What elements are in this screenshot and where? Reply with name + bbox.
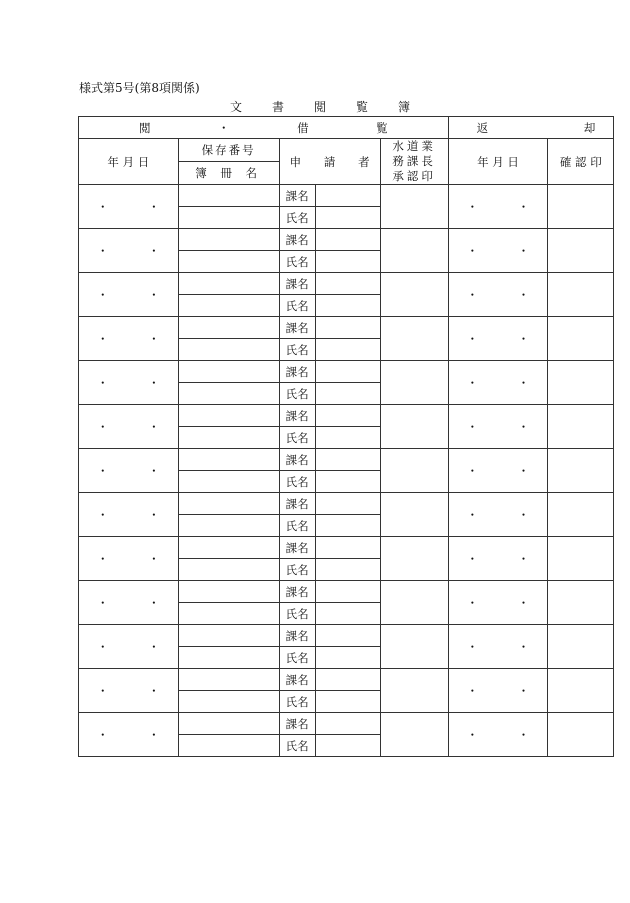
- ledger-entry-top-row: [79, 625, 614, 647]
- confirm-seal-cell[interactable]: [548, 317, 614, 361]
- name-label: 氏名: [279, 383, 315, 405]
- section-label: 課名: [279, 537, 315, 559]
- date-placeholder: ・ ・: [466, 243, 548, 258]
- name-label: 氏名: [279, 559, 315, 581]
- header-row-group: [79, 117, 614, 139]
- section-label: 課名: [279, 669, 315, 691]
- lending-date-cell[interactable]: [79, 713, 179, 757]
- lending-date-cell[interactable]: [79, 229, 179, 273]
- confirm-seal-cell[interactable]: [548, 273, 614, 317]
- section-label: 課名: [279, 713, 315, 735]
- section-label: 課名: [279, 405, 315, 427]
- name-value-cell[interactable]: [315, 603, 380, 625]
- name-value-cell[interactable]: [315, 427, 380, 449]
- section-label: 課名: [279, 449, 315, 471]
- ledger-entry-top-row: [79, 273, 614, 295]
- storage-number-cell[interactable]: [178, 669, 279, 691]
- section-label: 課名: [279, 185, 315, 207]
- name-label: 氏名: [279, 603, 315, 625]
- section-label: 課名: [279, 581, 315, 603]
- approval-seal-cell[interactable]: [380, 317, 448, 361]
- storage-number-cell[interactable]: [178, 185, 279, 207]
- volume-name-header: 簿 冊 名: [195, 166, 263, 180]
- date-placeholder: ・ ・: [97, 639, 178, 654]
- date-placeholder: ・ ・: [97, 683, 178, 698]
- storage-number-cell[interactable]: [178, 361, 279, 383]
- confirm-seal-cell[interactable]: [548, 361, 614, 405]
- ledger-entry-top-row: [79, 449, 614, 471]
- storage-number-cell[interactable]: [178, 713, 279, 735]
- volume-name-cell[interactable]: [178, 471, 279, 493]
- lending-date-cell[interactable]: [79, 273, 179, 317]
- date-placeholder: ・ ・: [466, 463, 548, 478]
- confirm-seal-cell[interactable]: [548, 713, 614, 757]
- date-placeholder: ・ ・: [97, 331, 178, 346]
- section-value-cell[interactable]: [315, 581, 380, 603]
- name-label: 氏名: [279, 471, 315, 493]
- section-value-cell[interactable]: [315, 669, 380, 691]
- storage-number-cell[interactable]: [178, 229, 279, 251]
- approval-seal-cell[interactable]: [380, 405, 448, 449]
- volume-name-cell[interactable]: [178, 383, 279, 405]
- name-value-cell[interactable]: [315, 251, 380, 273]
- approval-seal-cell[interactable]: [380, 273, 448, 317]
- reading-ledger-table: [78, 116, 614, 757]
- title-char: 閲: [313, 100, 326, 114]
- approval-seal-cell[interactable]: [380, 449, 448, 493]
- approval-seal-cell[interactable]: [380, 669, 448, 713]
- name-value-cell[interactable]: [315, 735, 380, 757]
- section-value-cell[interactable]: [315, 273, 380, 295]
- confirm-seal-cell[interactable]: [548, 493, 614, 537]
- ledger-entry-top-row: [79, 317, 614, 339]
- lending-header: [79, 117, 449, 139]
- return-date-cell[interactable]: [448, 493, 548, 537]
- section-value-cell[interactable]: [315, 405, 380, 427]
- lending-date-cell[interactable]: [79, 669, 179, 713]
- return-char: 返: [476, 120, 489, 135]
- return-date-cell[interactable]: [448, 449, 548, 493]
- section-value-cell[interactable]: [315, 537, 380, 559]
- storage-number-cell[interactable]: [178, 581, 279, 603]
- return-date-cell[interactable]: [448, 537, 548, 581]
- volume-name-cell[interactable]: [178, 251, 279, 273]
- ledger-entry-top-row: [79, 361, 614, 383]
- storage-number-cell[interactable]: [178, 625, 279, 647]
- applicant-char: 請: [323, 154, 336, 169]
- confirm-seal-cell[interactable]: [548, 229, 614, 273]
- date-placeholder: ・ ・: [466, 287, 548, 302]
- ledger-entry-top-row: [79, 537, 614, 559]
- applicant-char: 申: [289, 154, 302, 169]
- date-placeholder: ・ ・: [97, 463, 178, 478]
- lending-char: 借: [297, 120, 309, 135]
- name-label: 氏名: [279, 251, 315, 273]
- date-placeholder: ・ ・: [466, 595, 548, 610]
- name-value-cell[interactable]: [315, 691, 380, 713]
- return-header: [448, 117, 614, 139]
- volume-name-cell[interactable]: [178, 515, 279, 537]
- ledger-entry-top-row: [79, 185, 614, 207]
- date-placeholder: ・ ・: [466, 639, 548, 654]
- section-value-cell[interactable]: [315, 317, 380, 339]
- lending-date-cell[interactable]: [79, 537, 179, 581]
- volume-name-cell[interactable]: [178, 735, 279, 757]
- approval-line: 水道業: [392, 139, 436, 153]
- document-title: [230, 98, 410, 115]
- date-placeholder: ・ ・: [97, 727, 178, 742]
- confirm-seal-cell[interactable]: [548, 625, 614, 669]
- name-value-cell[interactable]: [315, 339, 380, 361]
- date-placeholder: ・ ・: [97, 243, 178, 258]
- section-label: 課名: [279, 229, 315, 251]
- return-date-cell[interactable]: [448, 581, 548, 625]
- section-label: 課名: [279, 273, 315, 295]
- title-char: 簿: [397, 100, 410, 114]
- volume-name-cell[interactable]: [178, 559, 279, 581]
- ledger-entry-top-row: [79, 581, 614, 603]
- approval-seal-cell[interactable]: [380, 493, 448, 537]
- date-placeholder: ・ ・: [466, 727, 548, 742]
- approval-seal-cell[interactable]: [380, 185, 448, 229]
- lending-date-header: 年 月 日: [79, 139, 179, 185]
- lending-date-cell[interactable]: [79, 185, 179, 229]
- name-value-cell[interactable]: [315, 559, 380, 581]
- name-label: 氏名: [279, 339, 315, 361]
- ledger-entry-top-row: [79, 669, 614, 691]
- confirm-seal-cell[interactable]: [548, 537, 614, 581]
- section-label: 課名: [279, 625, 315, 647]
- title-char: 覧: [355, 100, 368, 114]
- volume-name-cell[interactable]: [178, 295, 279, 317]
- approval-seal-cell[interactable]: [380, 625, 448, 669]
- date-placeholder: ・ ・: [466, 551, 548, 566]
- confirm-seal-cell[interactable]: [548, 449, 614, 493]
- document-info-header: [178, 139, 279, 185]
- return-date-cell[interactable]: [448, 625, 548, 669]
- return-date-header: 年 月 日: [448, 139, 548, 185]
- name-value-cell[interactable]: [315, 207, 380, 229]
- name-value-cell[interactable]: [315, 383, 380, 405]
- confirm-seal-cell[interactable]: [548, 581, 614, 625]
- date-placeholder: ・ ・: [466, 331, 548, 346]
- return-date-cell[interactable]: [448, 273, 548, 317]
- section-value-cell[interactable]: [315, 229, 380, 251]
- return-date-cell[interactable]: [448, 713, 548, 757]
- storage-number-cell[interactable]: [178, 405, 279, 427]
- approval-seal-cell[interactable]: [380, 581, 448, 625]
- name-label: 氏名: [279, 647, 315, 669]
- name-value-cell[interactable]: [315, 295, 380, 317]
- storage-number-cell[interactable]: [178, 449, 279, 471]
- return-date-cell[interactable]: [448, 185, 548, 229]
- section-label: 課名: [279, 361, 315, 383]
- volume-name-cell[interactable]: [178, 207, 279, 229]
- lending-date-cell[interactable]: [79, 361, 179, 405]
- name-value-cell[interactable]: [315, 515, 380, 537]
- storage-number-cell[interactable]: [178, 317, 279, 339]
- confirm-seal-cell[interactable]: [548, 405, 614, 449]
- approval-seal-cell[interactable]: [380, 229, 448, 273]
- lending-char: 閲: [139, 120, 151, 135]
- approval-line: 務課長: [392, 154, 436, 168]
- date-placeholder: ・ ・: [97, 419, 178, 434]
- date-placeholder: ・ ・: [97, 595, 178, 610]
- lending-date-cell[interactable]: [79, 449, 179, 493]
- name-value-cell[interactable]: [315, 471, 380, 493]
- approval-seal-cell[interactable]: [380, 537, 448, 581]
- ledger-entry-top-row: [79, 713, 614, 735]
- name-value-cell[interactable]: [315, 647, 380, 669]
- volume-name-cell[interactable]: [178, 647, 279, 669]
- ledger-entry-top-row: [79, 493, 614, 515]
- name-label: 氏名: [279, 427, 315, 449]
- lending-date-cell[interactable]: [79, 581, 179, 625]
- applicant-header: [279, 139, 380, 185]
- volume-name-cell[interactable]: [178, 691, 279, 713]
- approval-seal-cell[interactable]: [380, 361, 448, 405]
- confirm-seal-header: 確 認 印: [548, 139, 614, 185]
- section-label: 課名: [279, 493, 315, 515]
- return-date-cell[interactable]: [448, 361, 548, 405]
- ledger-entry-top-row: [79, 229, 614, 251]
- date-placeholder: ・ ・: [97, 199, 178, 214]
- date-placeholder: ・ ・: [466, 419, 548, 434]
- form-number-label: 様式第5号(第8項関係): [79, 81, 200, 95]
- date-placeholder: ・ ・: [466, 199, 548, 214]
- section-value-cell[interactable]: [315, 361, 380, 383]
- section-value-cell[interactable]: [315, 625, 380, 647]
- section-value-cell[interactable]: [315, 449, 380, 471]
- name-label: 氏名: [279, 515, 315, 537]
- section-value-cell[interactable]: [315, 493, 380, 515]
- approval-header: [380, 139, 448, 185]
- header-row-columns: [79, 139, 614, 185]
- volume-name-cell[interactable]: [178, 603, 279, 625]
- date-placeholder: ・ ・: [466, 507, 548, 522]
- date-placeholder: ・ ・: [466, 375, 548, 390]
- applicant-char: 者: [358, 154, 370, 169]
- approval-seal-cell[interactable]: [380, 713, 448, 757]
- date-placeholder: ・ ・: [466, 683, 548, 698]
- date-placeholder: ・ ・: [97, 287, 178, 302]
- lending-date-cell[interactable]: [79, 493, 179, 537]
- date-placeholder: ・ ・: [97, 375, 178, 390]
- return-date-cell[interactable]: [448, 405, 548, 449]
- lending-char: 覧: [376, 120, 388, 135]
- section-value-cell[interactable]: [315, 713, 380, 735]
- ledger-entry-top-row: [79, 405, 614, 427]
- name-label: 氏名: [279, 691, 315, 713]
- confirm-seal-cell[interactable]: [548, 185, 614, 229]
- storage-number-cell[interactable]: [178, 273, 279, 295]
- title-char: 書: [271, 100, 284, 114]
- name-label: 氏名: [279, 735, 315, 757]
- return-char: 却: [583, 120, 596, 135]
- title-char: 文: [230, 100, 243, 114]
- volume-name-cell[interactable]: [178, 339, 279, 361]
- name-label: 氏名: [279, 207, 315, 229]
- date-placeholder: ・ ・: [97, 551, 178, 566]
- return-date-cell[interactable]: [448, 229, 548, 273]
- section-value-cell[interactable]: [315, 185, 380, 207]
- storage-number-cell[interactable]: [178, 493, 279, 515]
- lending-date-cell[interactable]: [79, 317, 179, 361]
- lending-date-cell[interactable]: [79, 625, 179, 669]
- return-date-cell[interactable]: [448, 669, 548, 713]
- date-placeholder: ・ ・: [97, 507, 178, 522]
- name-label: 氏名: [279, 295, 315, 317]
- lending-char: ・: [218, 120, 230, 135]
- confirm-seal-cell[interactable]: [548, 669, 614, 713]
- return-date-cell[interactable]: [448, 317, 548, 361]
- storage-number-cell[interactable]: [178, 537, 279, 559]
- approval-line: 承認印: [392, 169, 436, 183]
- section-label: 課名: [279, 317, 315, 339]
- lending-date-cell[interactable]: [79, 405, 179, 449]
- storage-number-header: 保存番号: [179, 139, 279, 162]
- volume-name-cell[interactable]: [178, 427, 279, 449]
